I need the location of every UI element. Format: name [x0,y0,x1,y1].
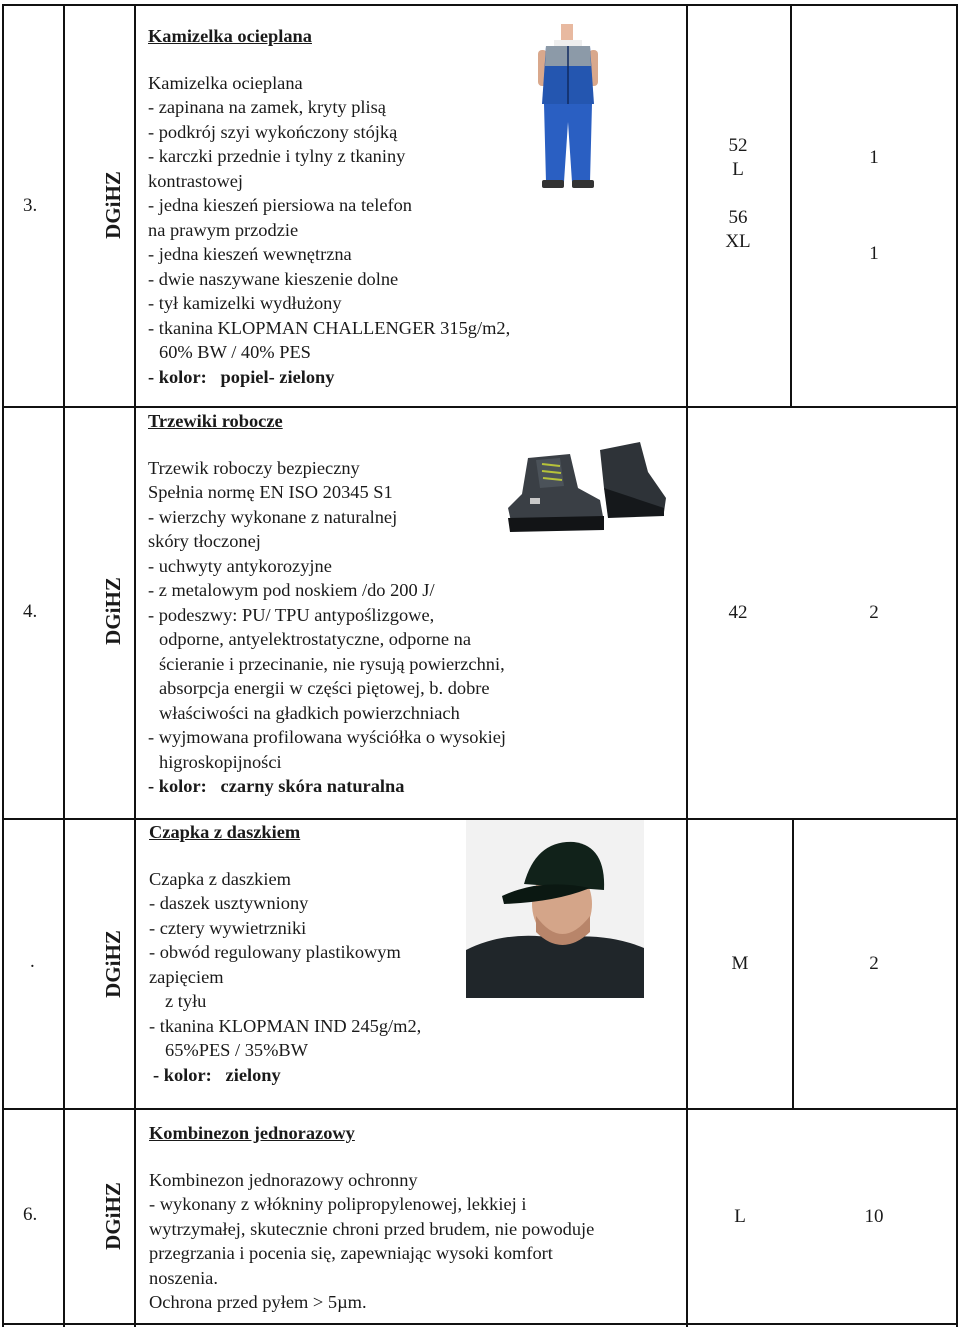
grid-line [134,4,136,1327]
grid-line [2,4,4,1327]
desc-line: zapięciem [149,966,224,987]
size-value: 56 [728,207,748,228]
desc-line: skóry tłoczonej [148,531,261,551]
item-title: Kamizelka ocieplana [148,26,312,46]
size-cell: L [734,1206,746,1227]
desc-line: kontrastowej [148,170,243,191]
desc-line: - wierzchy wykonane z naturalnej [148,506,398,527]
quantity-value: 1 [869,147,879,168]
desc-line: Czapka z daszkiem [149,868,291,889]
desc-line: - jedna kieszeń piersiowa na telefon [148,195,412,215]
color-line [148,774,678,799]
desc-line: - tkanina KLOPMAN IND 245g/m2, [149,1015,422,1036]
desc-line: absorpcja energii w części piętowej, b. dobre [159,678,490,698]
spacer [836,170,912,242]
desc-line: - podeszwy: PU/ TPU antypoślizgowe, [148,604,435,625]
color-line [148,365,678,390]
desc-line: wytrzymałej, skutecznie chroni przed brudem, nie powoduje [149,1218,595,1239]
grid-line [686,4,688,820]
desc-line: Trzewik roboczy bezpieczny [148,457,360,478]
desc-line: Spełnia normę EN ISO 20345 S1 [148,482,393,502]
color-line [149,1063,469,1088]
row-number: 6. [23,1204,38,1225]
grid-line [2,1108,956,1110]
size-value: 52 [728,135,748,156]
item-title: Czapka z daszkiem [149,822,301,842]
desc-line: właściwości na gładkich powierzchniach [159,702,460,723]
item-title: Kombinezon jednorazowy [149,1123,355,1143]
work-boots-image [500,438,670,542]
desc-line: - jedna kieszeń wewnętrzna [148,244,352,264]
desc-line: Ochrona przed pyłem > 5µm. [149,1292,367,1312]
cap-man-image [466,820,644,998]
desc-line: noszenia. [149,1267,218,1288]
grid-line [2,4,956,6]
quantity-cell: 10 [864,1206,884,1227]
row-number: . [30,951,35,972]
grid-line [686,820,688,1327]
org-code: DGiHZ [101,930,125,998]
desc-line: przegrzania i pocenia się, zapewniając wysoki komfort [149,1243,553,1263]
desc-line: na prawym przodzie [148,219,299,240]
desc-line: ścieranie i przecinanie, nie rysują powierzchni, [159,653,505,674]
desc-line: z tyłu [165,991,207,1011]
desc-line: Kamizelka ocieplana [148,72,303,93]
size-cell: 42 [728,602,748,623]
desc-line: - uchwyty antykorozyjne [148,555,332,576]
desc-line: - tkanina KLOPMAN CHALLENGER 315g/m2, [148,317,511,338]
desc-line: - podkrój szyi wykończony stójką [148,121,398,142]
desc-line: - z metalowym pod noskiem /do 200 J/ [148,580,435,600]
color-value: zielony [225,1064,281,1085]
item-description [149,820,469,1087]
grid-line [63,4,65,1327]
desc-line: 65%PES / 35%BW [165,1040,309,1060]
desc-line: odporne, antyelektrostatyczne, odporne na [159,629,472,649]
quantity-cell: 2 [869,602,879,623]
desc-line: - wykonany z włókniny polipropylenowej, lekkiej i [149,1194,527,1214]
item-title: Trzewiki robocze [148,411,283,431]
quantity-cell [836,146,912,266]
row-number: 4. [23,601,38,622]
color-label: - kolor: [148,776,207,796]
size-value: XL [725,231,751,252]
grid-line [790,4,792,408]
desc-line: - daszek usztywniony [149,893,309,913]
desc-line: - cztery wywietrzniki [149,917,307,938]
desc-line: - zapinana na zamek, kryty plisą [148,97,386,117]
spacer [700,182,776,206]
size-value: L [732,159,744,180]
desc-line: - wyjmowana profilowana wyściółka o wysokiej [148,727,507,747]
color-label: - kolor: [153,1064,212,1085]
color-value: czarny skóra naturalna [220,776,405,796]
desc-line: - obwód regulowany plastikowym [149,942,401,962]
size-cell: M [731,953,749,974]
desc-line: Kombinezon jednorazowy ochronny [149,1169,418,1190]
grid-line [2,406,956,408]
desc-line: - dwie naszywane kieszenie dolne [148,268,399,289]
desc-line: 60% BW / 40% PES [159,342,311,362]
row-number: 3. [23,195,38,216]
desc-line: - tył kamizelki wydłużony [148,293,342,313]
grid-line [792,820,794,1110]
quantity-cell: 2 [869,953,879,974]
size-cell [700,134,776,254]
vest-worker-image [528,22,608,194]
grid-line [2,1323,956,1325]
desc-line: - karczki przednie i tylny z tkaniny [148,146,406,166]
desc-line: higroskopijności [159,751,282,772]
org-code: DGiHZ [101,171,125,239]
org-code: DGiHZ [101,577,125,645]
org-code: DGiHZ [101,1182,125,1250]
quantity-value: 1 [869,243,879,264]
item-description [149,1121,681,1315]
grid-line [956,4,958,1327]
color-value: popiel- zielony [220,366,335,387]
color-label: - kolor: [148,366,207,387]
